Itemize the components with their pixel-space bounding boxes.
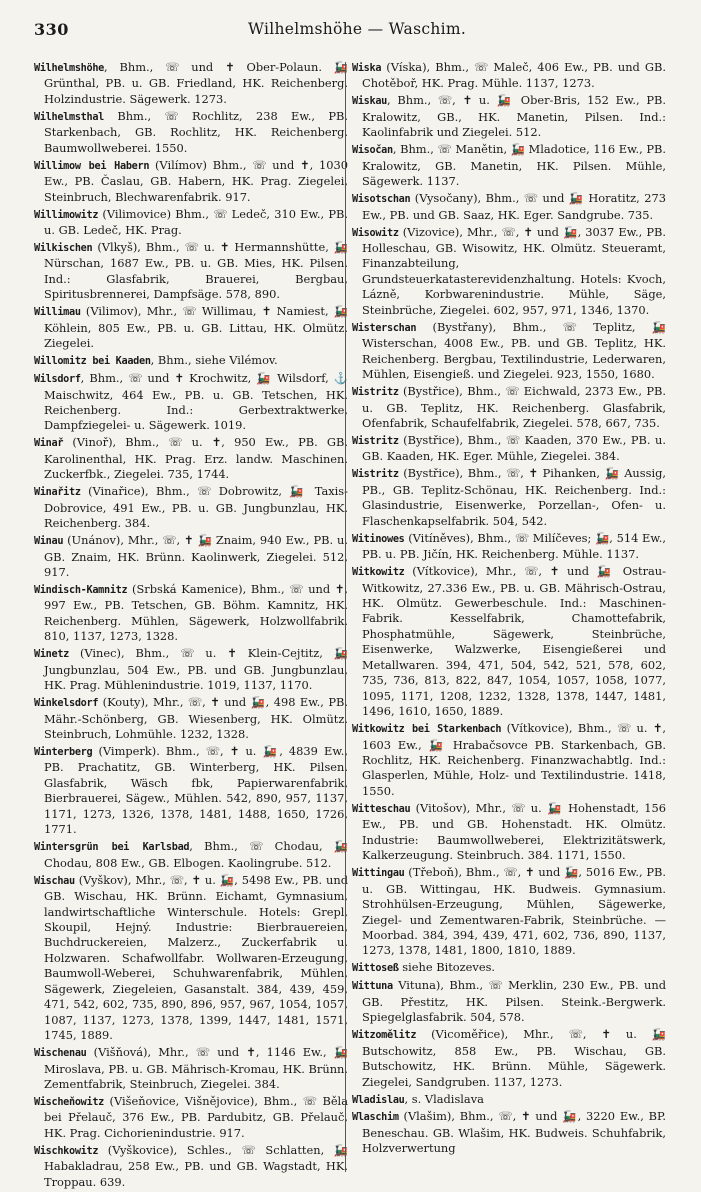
entry-headword: Wisterschan [352,322,417,334]
gazetteer-entry [34,1094,348,1141]
entry-headword: Willimau [34,307,81,319]
gazetteer-entry [34,1143,348,1190]
entry-text: (Vlašim), Bhm., ☏, ✝ und 🚂, 3220 Ew., BP. Beneschau. GB. Wlašim, HK. Budweis. Schuhfabrik, Holzverwertung [362,1109,666,1156]
entry-text: (Vitošov), Mhr., ☏ u. 🚂 Hohenstadt, 156 Ew., PB. und GB. Hohenstadt. HK. Olmütz. Industrie: Baumwollweberei, Elektrizitätswerk, Kalkerzeugung. Steinbruch. 384. 1171, 1550. [362,800,666,863]
gazetteer-entry [352,433,666,465]
entry-headword: Wischenau [34,1048,87,1060]
entry-text: , Bhm., ☏, ✝ u. 🚂 Ober-Bris, 152 Ew., PB. Kralowitz, GB., HK. Manetin, Pilsen. Ind.: Kaolinfabrik und Ziegelei. 512. [362,93,666,140]
gazetteer-entry [352,978,666,1025]
gazetteer-entry [34,873,348,1044]
gazetteer-entry [352,1109,666,1156]
entry-headword: Witzomělitz [352,1030,417,1042]
gazetteer-entry [352,142,666,189]
entry-headword: Wittingau [352,868,405,880]
gazetteer-entry [34,158,348,205]
gazetteer-entry [352,865,666,959]
entry-headword: Wiska [352,63,382,74]
entry-text: Vituna), Bhm., ☏ Merklin, 230 Ew., PB. und GB. Přestitz, HK. Pilsen. Steink.-Bergwerk. Spiegelglasfabrik. 504, 578. [362,978,666,1025]
gazetteer-entry [34,1045,348,1092]
gazetteer-entry [352,531,666,563]
entry-headword: Windisch-Kamnitz [34,585,128,596]
gazetteer-entry [352,191,666,223]
entry-headword: Wischau [34,875,75,887]
entry-headword: Witinowes [352,533,405,545]
entry-headword: Winařitz [34,487,81,499]
entry-text: (Vinec), Bhm., ☏ u. ✝ Klein-Cejtitz, 🚂 Jungbunzlau, 504 Ew., PB. und GB. Jungbunzlau, HK. Prag. Mühlenindustrie. 1019, 1137, 1170. [44,646,348,693]
column-divider [345,62,346,1172]
gazetteer-entry [34,646,348,693]
entry-text: (Višňová), Mhr., ☏ und ✝, 1146 Ew., 🚂 Miroslava, PB. u. GB. Mährisch-Kromau, HK. Brünn. Zementfabrik, Steinbruch, Ziegelei. 384. [44,1045,348,1092]
entry-text: (Unánov), Mhr., ☏, ✝ 🚂 Znaim, 940 Ew., PB. u. GB. Znaim, HK. Brünn. Kaolinwerk, Ziegelei. 512, 917. [44,533,348,580]
entry-headword: Winterberg [34,747,93,759]
entry-headword: Willomitz bei Kaaden [34,356,151,368]
entry-headword: Willimow bei Habern [34,160,150,172]
entry-text: (Vinařice), Bhm., ☏ Dobrowitz, 🚂 Taxis-Dobrovice, 491 Ew., PB. u. GB. Jungbunzlau, HK. Reichenberg. 384. [44,484,348,531]
entry-text: Bhm., ☏ Rochlitz, 238 Ew., PB. Starkenbach, GB. Rochlitz, HK. Reichenberg. Baumwollweberei. 1550. [44,108,348,155]
entry-text: (Srbská Kamenice), Bhm., ☏ und ✝, 997 Ew., PB. Tetschen, GB. Böhm. Kamnitz, HK. Reichenberg. Mühlen, Sägewerk, Holzwollfabrik. 810, 1137, 1273, 1328. [44,582,348,644]
gazetteer-entry [352,320,666,383]
entry-text: , Bhm., siehe Vilémov. [150,353,278,368]
gazetteer-entry [352,1092,666,1108]
entry-text: (Vimperk). Bhm., ☏, ✝ u. 🚂, 4839 Ew., PB. Prachatitz, GB. Winterberg, HK. Pilsen. Glasfabrik, Wäsch fbk, Papierwarenfabrik, Bierbrauerei, Sägew., Mühlen. 542, 890, 957, 1137, 1171, 1273, 1326, 1378, 1481, 1488, 1650, 1726, 1771. [44,744,348,837]
page-title: Wilhelmshöhe — Waschim. [248,20,467,38]
entry-headword: Willimowitz [34,209,99,221]
entry-text: (Vicoměřice), Mhr., ☏, ✝ u. 🚂 Butschowitz, 858 Ew., PB. Wischau, GB. Butschowitz, HK. Brünn. Mühle, Sägewerk. Ziegelei, Sandgruben. 1137, 1273. [362,1027,666,1089]
entry-headword: Wisowitz [352,227,399,239]
gazetteer-entry [34,60,348,107]
gazetteer-entry [34,207,348,239]
page-number: 330 [34,20,69,39]
entry-headword: Wilsdorf [34,374,81,386]
entry-text: , Bhm., ☏ und ✝ Ober-Polaun. 🚂 Grünthal, PB. u. GB. Friedland, HK. Reichenberg. Holzindustrie. Sägewerk. 1273. [44,60,348,106]
gazetteer-entry [34,371,348,434]
entry-text: (Vysočany), Bhm., ☏ und 🚂 Horatitz, 273 Ew., PB. und GB. Saaz, HK. Eger. Sandgrube. 735. [362,191,666,222]
entry-text: (Vitíněves), Bhm., ☏ Milíčeves; 🚂, 514 Ew., PB. u. PB. Jičín, HK. Reichenberg. Mühle. 1137. [362,530,666,562]
gazetteer-entry [34,582,348,645]
entry-text: , s. Vladislava [404,1091,484,1106]
entry-text: (Vinoř), Bhm., ☏ u. ✝, 950 Ew., PB. GB. Karolinenthal, HK. Prag. Erz. landw. Maschinen. Zuckerfbk., Ziegelei. 735, 1744. [44,435,348,482]
entry-text: siehe Bitozeves. [398,960,496,975]
entry-text: (Bystřice), Bhm., ☏, ✝ Pihanken, 🚂 Aussig, PB., GB. Teplitz-Schönau, HK. Reichenberg. Ind.: Glasindustrie, Eisenwerke, Porzellan-, Ofen- u. Flaschenkapselfabrik. 504, 542. [362,466,666,528]
gazetteer-entry [352,564,666,720]
entry-headword: Wiskau [352,96,388,108]
gazetteer-entry [34,240,348,303]
gazetteer-entry [352,466,666,529]
entry-text: (Vlkyš), Bhm., ☏ u. ✝ Hermannshütte, 🚂 Nürschan, 1687 Ew., PB. u. GB. Mies, HK. Pilsen. Ind.: Glasfabrik, Brauerei, Bergbau, Spiritusbrennerei, Dampfsäge. 578, 890. [44,239,348,302]
entry-text: (Vilimovice) Bhm., ☏ Ledeč, 310 Ew., PB. u. GB. Ledeč, HK. Prag. [44,206,348,238]
entry-headword: Wilhelmshöhe [34,63,105,74]
entry-headword: Wistritz [352,387,399,399]
entry-text: (Vizovice), Mhr., ☏, ✝ und 🚂, 3037 Ew., PB. Holleschau, GB. Wisowitz, HK. Olmütz. Steueramt, Finanzabteilung, Grundsteuerkatasterevidenzhaltung. Hotels: Kvoch, Lázně, Korbwarenindustrie. Mühle, Säge, Steinbrüche, Ziegelei. 602, 957, 971, 1346, 1370. [362,224,666,317]
entry-text: (Víska), Bhm., ☏ Maleč, 406 Ew., PB. und GB. Chotěboř, HK. Prag. Mühle. 1137, 1273. [362,60,666,91]
entry-headword: Winař [34,438,64,450]
entry-headword: Wittoseß [352,963,399,975]
gazetteer-entry [34,435,348,482]
gazetteer-entry [352,384,666,431]
entry-text: , Bhm., ☏ Manětin, 🚂 Mladotice, 116 Ew., PB. Kralowitz, GB. Manetin, HK. Pilsen. Mühle, Sägewerk. 1137. [362,142,666,189]
gazetteer-entry [34,109,348,156]
entry-headword: Winkelsdorf [34,698,99,710]
entry-text: , Bhm., ☏ und ✝ Krochwitz, 🚂 Wilsdorf, ⚓ Maischwitz, 464 Ew., PB. u. GB. Tetschen, HK. Reichenberg. Ind.: Gerbextraktwerke, Dampfziegelei- u. Sägewerk. 1019. [44,371,348,433]
gazetteer-entry [352,93,666,140]
entry-headword: Winetz [34,649,70,661]
right-column [352,60,666,1158]
entry-text: (Vítkovice), Bhm., ☏ u. ✝, 1603 Ew., 🚂 Hrabačsovce PB. Starkenbach, GB. Rochlitz, HK. Reichenberg. Finanzwachabtlg. Ind.: Glasperlen, Mühle, Holz- und Textilindustrie. 1418, 1550. [362,721,666,798]
entry-headword: Wilkischen [34,242,93,254]
gazetteer-entry [352,1027,666,1090]
entry-text: (Vyškovice), Schles., ☏ Schlatten, 🚂 Habakladrau, 258 Ew., PB. und GB. Wagstadt, HK. Troppau. 639. [44,1142,348,1189]
entry-headword: Wischkowitz [34,1145,99,1157]
gazetteer-entry [34,484,348,531]
entry-headword: Winau [34,536,64,548]
gazetteer-entry [34,695,348,742]
entry-headword: Wladislau [352,1094,405,1106]
entry-headword: Witkowitz bei Starkenbach [352,724,502,736]
gazetteer-entry [34,353,348,369]
entry-text: (Vilimov), Mhr., ☏ Willimau, ✝ Namiest, 🚂 Köhlein, 805 Ew., PB. u. GB. Littau, HK. Olmütz. Ziegelei. [44,304,348,351]
entry-headword: Wlaschim [352,1112,399,1124]
entry-headword: Wintersgrün bei Karlsbad [34,842,190,854]
left-column [34,60,348,1192]
gazetteer-entry [34,744,348,838]
entry-headword: Witteschau [352,803,411,815]
entry-headword: Wilhelmsthal [34,111,105,123]
entry-text: (Bystřany), Bhm., ☏ Teplitz, 🚂 Wisterschan, 4008 Ew., PB. und GB. Teplitz, HK. Reichenberg. Bergbau, Textilindustrie, Lederwaren, Mühlen, Eisengieß. und Ziegelei. 923, 1550, 1680. [362,319,666,382]
gazetteer-entry [352,721,666,799]
entry-text: (Bystřice), Bhm., ☏ Kaaden, 370 Ew., PB. u. GB. Kaaden, HK. Eger. Mühle, Ziegelei. 384. [362,432,666,464]
entry-headword: Wittuna [352,981,393,993]
gazetteer-entry [34,304,348,351]
entry-text: (Bystřice), Bhm., ☏ Eichwald, 2373 Ew., PB. u. GB. Teplitz, HK. Reichenberg. Glasfabrik, Ofenfabrik, Schaufelfabrik, Ziegelei. 578, 667, 735. [362,384,666,430]
gazetteer-entry [352,801,666,864]
entry-headword: Wisotschan [352,194,411,206]
gazetteer-entry [34,533,348,580]
entry-text: (Višeňovice, Višnějovice), Bhm., ☏ Běla bei Přelauč, 376 Ew., PB. Pardubitz, GB. Přelauč, HK. Prag. Cichorienindustrie. 917. [44,1094,348,1140]
gazetteer-entry [352,60,666,92]
gazetteer-entry [352,960,666,976]
entry-headword: Wisočan [352,145,393,157]
entry-text: (Vítkovice), Mhr., ☏, ✝ und 🚂 Ostrau-Witkowitz, 27.336 Ew., PB. u. GB. Mährisch-Ostrau, HK. Olmütz. Gewerbeschule. Ind.: Maschinen-Fabrik. Kesselfabrik, Chamottefabrik, Phosphatmühle, Sägewerk, Steinbrüche, Eisenwerke, Walzwerke, Eisengießerei und Metallwaren. 394, 471, 504, 542, 521, 578, 602, 735, 736, 813, 822, 847, 1054, 1057, 1058, 1077, 1095, 1171, 1208, 1232, 1328, 1378, 1447, 1481, 1496, 1610, 1650, 1889. [362,564,666,719]
entry-headword: Witkowitz [352,567,405,579]
gazetteer-entry [34,839,348,871]
entry-headword: Wistritz [352,435,399,447]
entry-text: (Vyškov), Mhr., ☏, ✝ u. 🚂, 5498 Ew., PB. und GB. Wischau, HK. Brünn. Eichamt, Gymnasium, landwirtschaftliche Winterschule. Hotels: Grepl, Skoupil, Hejný. Industrie: Bierbrauereien, Buchdruckereien, Malzerz., Zuckerfabrik u. Holzwaren. Schafwollfabr. Wollwaren-Erzeugung, Baumwoll-Weberei, Schuhwarenfabrik, Mühlen, Sägewerk, Ziegeleien, Gasanstalt. 384, 439, 459, 471, 542, 602, 735, 890, 896, 957, 967, 1054, 1057, 1087, 1137, 1273, 1378, 1399, 1447, 1481, 1571, 1745, 1889. [44,872,348,1043]
entry-text: (Třeboň), Bhm., ☏, ✝ und 🚂, 5016 Ew., PB. u. GB. Wittingau, HK. Budweis. Gymnasium. Strohhülsen-Erzeugung, Mühlen, Sägewerke, Ziegel- und Zementwaren-Fabrik, Steinbrüche. — Moorbad. 384, 394, 439, 471, 602, 736, 890, 1137, 1273, 1378, 1481, 1800, 1810, 1889. [362,865,666,958]
gazetteer-entry [352,225,666,319]
entry-text: (Kouty), Mhr., ☏, ✝ und 🚂, 498 Ew., PB. Mähr.-Schönberg, GB. Wiesenberg, HK. Olmütz. Steinbruch, Lohmühle. 1232, 1328. [44,695,348,742]
entry-text: (Vilímov) Bhm., ☏ und ✝, 1030 Ew., PB. Časlau, GB. Habern, HK. Prag. Ziegelei, Steinbruch, Blechwarenfabrik. 917. [44,157,348,204]
entry-headword: Wistritz [352,469,399,481]
entry-text: , Bhm., ☏ Chodau, 🚂 Chodau, 808 Ew., GB. Elbogen. Kaolingrube. 512. [44,839,348,870]
entry-headword: Wischeňowitz [34,1097,105,1108]
